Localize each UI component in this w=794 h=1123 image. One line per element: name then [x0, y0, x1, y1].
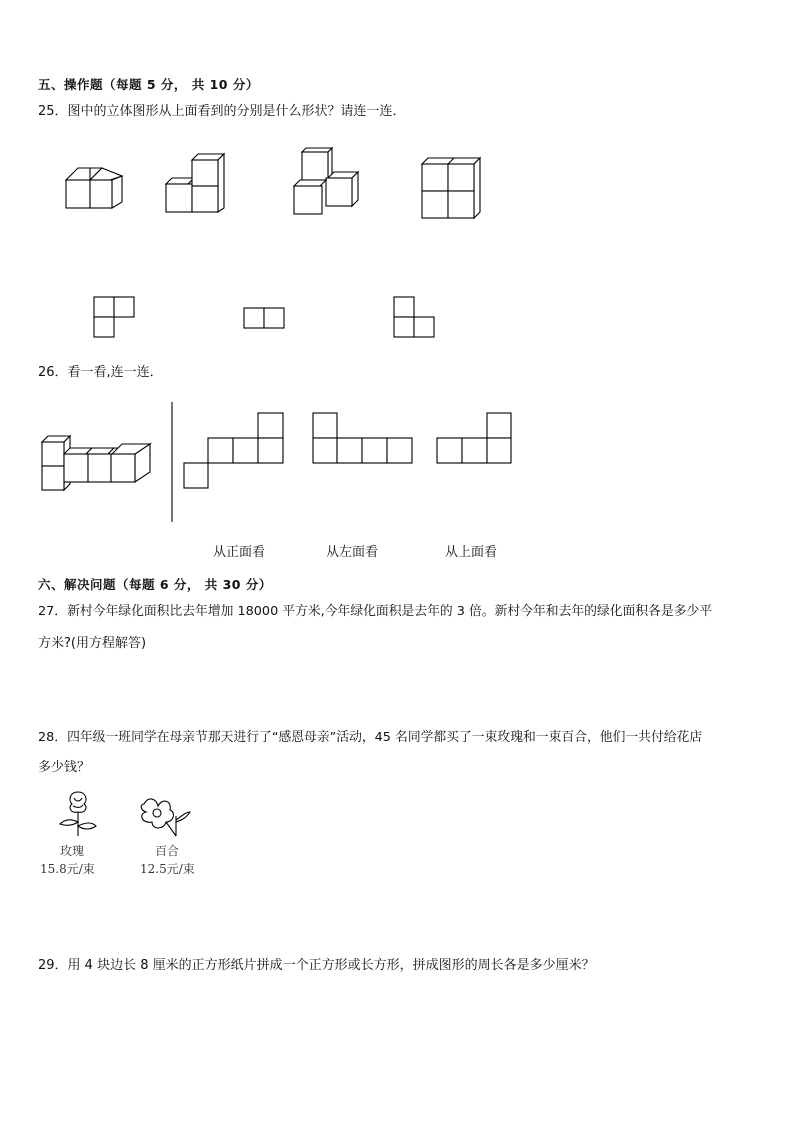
- question-27-line-1: 27．新村今年绿化面积比去年增加 18000 平方米,今年绿化面积是去年的 3 倍。新村今年和去年的绿化面积各是多少平: [38, 604, 713, 619]
- q26-solid-figure: [40, 434, 155, 492]
- q26-view-option-3: [435, 411, 515, 467]
- q26-divider-line: [170, 400, 174, 524]
- q26-view-label-front: 从正面看: [213, 545, 266, 560]
- q25-solid-figure-4: [418, 156, 488, 220]
- q26-view-label-top: 从上面看: [445, 545, 498, 560]
- q25-top-view-1: [93, 296, 137, 340]
- rose-icon: [56, 788, 100, 838]
- question-29-text: 29．用 4 块边长 8 厘米的正方形纸片拼成一个正方形或长方形，拼成图形的周长各是多少厘米？: [38, 958, 595, 973]
- lily-icon: [136, 794, 196, 840]
- q25-solid-figure-3: [290, 146, 365, 218]
- q25-top-view-2: [243, 307, 287, 331]
- question-26-text: 26．看一看,连一连．: [38, 365, 163, 380]
- q25-top-view-3: [393, 296, 437, 340]
- lily-name: 百合: [155, 844, 180, 858]
- lily-price: 12.5元/束: [140, 862, 195, 876]
- rose-name: 玫瑰: [60, 844, 85, 858]
- question-27-line-2: 方米?(用方程解答): [38, 636, 147, 651]
- q26-view-label-left: 从左面看: [326, 545, 379, 560]
- section-5-title: 五、操作题（每题 5 分， 共 10 分）: [38, 77, 259, 92]
- q25-solid-figure-2: [162, 150, 232, 214]
- section-6-title: 六、解决问题（每题 6 分， 共 30 分）: [38, 577, 272, 592]
- question-25-text: 25．图中的立体图形从上面看到的分别是什么形状？请连一连．: [38, 104, 406, 119]
- question-28-line-1: 28．四年级一班同学在母亲节那天进行了“感恩母亲”活动，45 名同学都买了一束玫瑰和一束百合，他们一共付给花店: [38, 730, 703, 745]
- question-28-line-2: 多少钱？: [38, 760, 91, 775]
- rose-price: 15.8元/束: [40, 862, 95, 876]
- q25-solid-figure-1: [60, 160, 130, 212]
- q26-view-option-2: [311, 411, 415, 467]
- q26-view-option-1: [182, 411, 286, 491]
